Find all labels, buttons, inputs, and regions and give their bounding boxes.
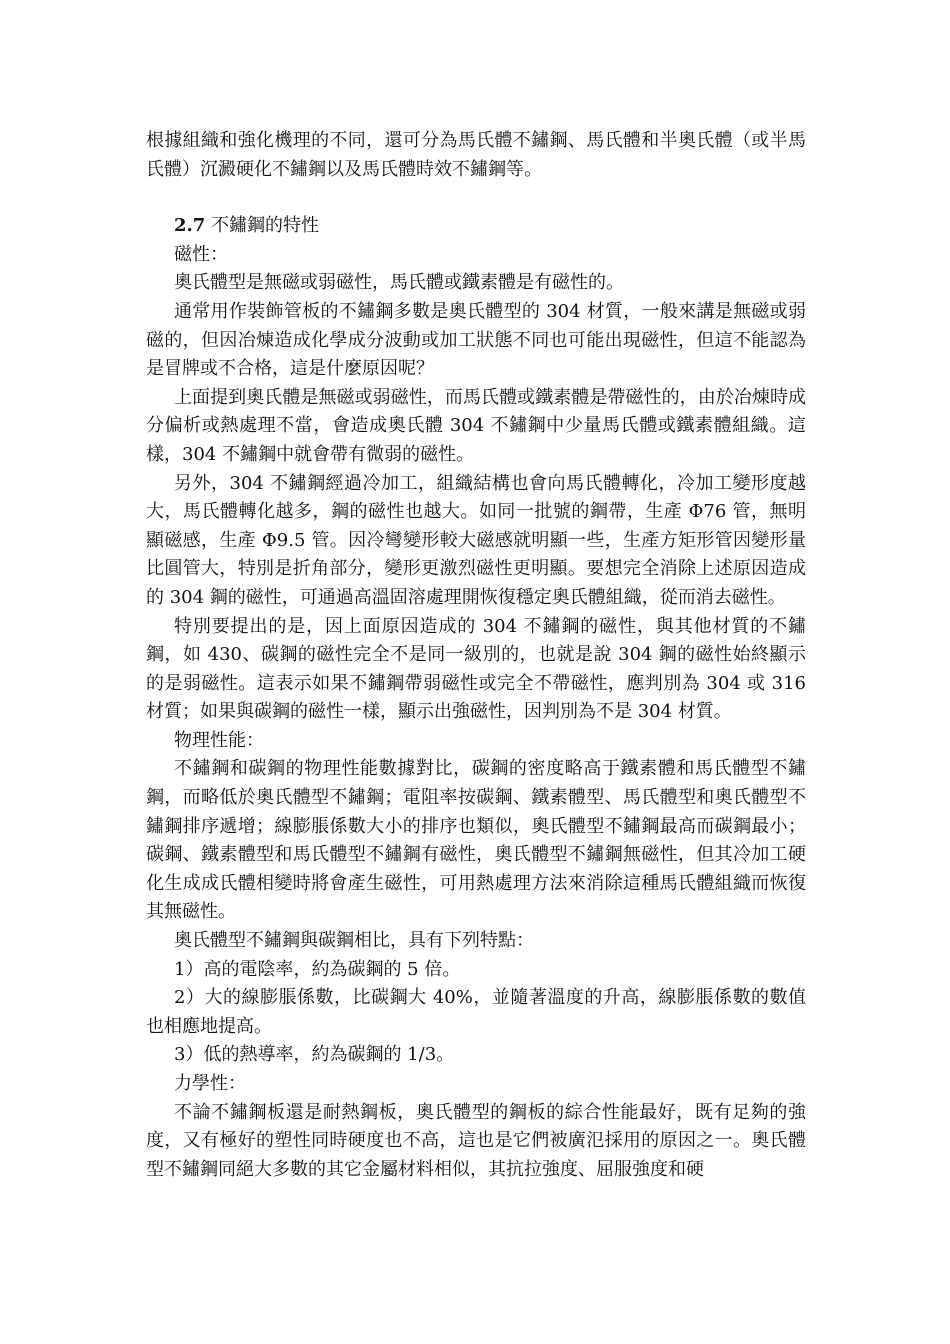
paragraph-gap: [146, 184, 806, 212]
body-paragraph: 不鏽鋼和碳鋼的物理性能數據對比，碳鋼的密度略高于鐵素體和馬氏體型不鏽鋼，而略低於奧氏體型不鏽鋼；電阻率按碳鋼、鐵素體型、馬氏體型和奧氏體型不鏽鋼排序遞增；線膨脹係數大小的排序也類似，奧氏體型不鏽鋼最高而碳鋼最小；碳鋼、鐵素體型和馬氏體型不鏽鋼有磁性，奧氏體型不鏽鋼無磁性，但其冷加工硬化生成成氏體相變時將會產生磁性，可用熱處理方法來消除這種馬氏體組織而恢復其無磁性。: [146, 758, 806, 923]
section-heading: [146, 212, 806, 241]
body-paragraph: 上面提到奧氏體是無磁或弱磁性，而馬氏體或鐵素體是帶磁性的，由於冶煉時成分偏析或熱處理不當，會造成奧氏體 304 不鏽鋼中少量馬氏體或鐵素體組織。這樣，304 不鏽鋼中就會帶有微弱的磁性。: [146, 386, 806, 465]
body-paragraph: 另外，304 不鏽鋼經過冷加工，組織結構也會向馬氏體轉化，冷加工變形度越大，馬氏體轉化越多，鋼的磁性也越大。如同一批號的鋼帶，生產 Φ76 管，無明顯磁感，生產 Φ9.5 管。因冷彎變形較大磁感就明顯一些，生產方矩形管因變形量比圓管大，特別是折角部分，變形更激烈磁性更明顯。要想完全消除上述原因造成的 304 鋼的磁性，可通過高溫固溶處理開恢復穩定奧氏體組織，從而消去磁性。: [146, 472, 806, 608]
section-title: 不鏽鋼的特性: [205, 215, 320, 237]
section-number: 2.7: [174, 215, 206, 237]
body-paragraph: 不論不鏽鋼板還是耐熱鋼板，奧氏體型的鋼板的綜合性能最好，既有足夠的強度，又有極好的塑性同時硬度也不高，這也是它們被廣氾採用的原因之一。奧氏體型不鏽鋼同絕大多數的其它金屬材料相似，其抗拉強度、屈服強度和硬: [146, 1101, 806, 1180]
list-item: 3）低的熱導率，約為碳鋼的 1/3。: [174, 1044, 455, 1066]
body-paragraph: 通常用作裝飾管板的不鏽鋼多數是奧氏體型的 304 材質，一般來講是無磁或弱磁的，但因冶煉造成化學成分波動或加工狀態不同也可能出現磁性，但這不能認為是冒牌或不合格，這是什麼原因呢？: [146, 300, 806, 380]
body-paragraph: 奧氏體型不鏽鋼與碳鋼相比，具有下列特點：: [174, 930, 534, 952]
document-page: [146, 127, 806, 1184]
list-item: 2）大的線膨脹係數，比碳鋼大 40%，並隨著溫度的升高，線膨脹係數的數值也相應地提高。: [146, 987, 806, 1037]
body-paragraph: 奧氏體型是無磁或弱磁性，馬氏體或鐵素體是有磁性的。: [174, 272, 624, 294]
magnetic-label: 磁性：: [174, 243, 228, 265]
list-item: 1）高的電陰率，約為碳鋼的 5 倍。: [174, 958, 461, 980]
physical-label: 物理性能：: [174, 729, 264, 751]
body-paragraph: 特別要提出的是，因上面原因造成的 304 不鏽鋼的磁性，與其他材質的不鏽鋼，如 430、碳鋼的磁性完全不是同一級別的，也就是說 304 鋼的磁性始終顯示的是弱磁性。這表示如果不鏽鋼帶弱磁性或完全不帶磁性，應判別為 304 或 316 材質；如果與碳鋼的磁性一樣，顯示出強磁性，因判別為不是 304 材質。: [146, 615, 806, 723]
mechanical-label: 力學性：: [174, 1073, 246, 1094]
intro-paragraph: 根據組織和強化機理的不同，還可分為馬氏體不鏽鋼、馬氏體和半奧氏體（或半馬氏體）沉澱硬化不鏽鋼以及馬氏體時效不鏽鋼等。: [146, 130, 806, 180]
